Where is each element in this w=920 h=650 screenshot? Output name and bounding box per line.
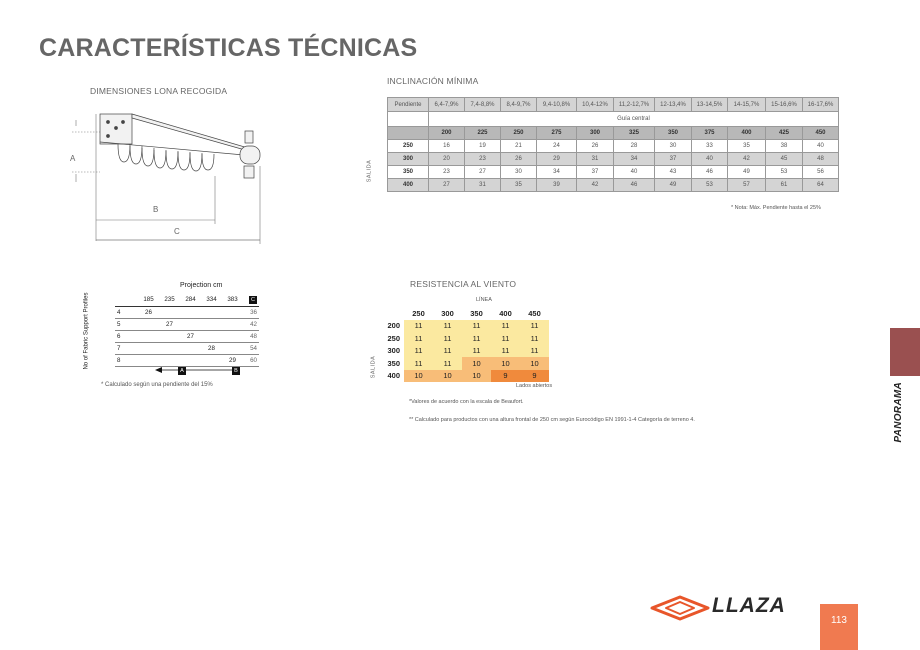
wind-salida-label: SALIDA xyxy=(370,355,377,379)
cell: 11 xyxy=(433,357,462,370)
cell: 46 xyxy=(692,166,728,179)
cell: 10 xyxy=(404,370,433,383)
cell: 10 xyxy=(520,357,549,370)
row-header: 350 xyxy=(388,166,429,179)
row-header: 350 xyxy=(387,358,400,368)
cell: 40 xyxy=(692,153,728,166)
salida-cell: 450 xyxy=(803,127,839,140)
projection-col: 334 xyxy=(201,294,222,306)
dim-label-a: A xyxy=(70,154,76,163)
wind-col: 250 xyxy=(412,308,425,318)
projection-table xyxy=(115,294,259,367)
cell: 11 xyxy=(462,345,491,358)
cell: 11 xyxy=(404,332,433,345)
row-header: 250 xyxy=(387,333,400,343)
cell: 36 xyxy=(243,306,259,318)
cell: 48 xyxy=(243,330,259,342)
page-number: 113 xyxy=(820,604,858,650)
cell: 11 xyxy=(491,345,520,358)
cell: 31 xyxy=(465,179,501,192)
cell: 30 xyxy=(501,166,537,179)
profile-count: 8 xyxy=(115,354,138,366)
cell: 9 xyxy=(520,370,549,383)
salida-cell: 400 xyxy=(728,127,766,140)
salida-cell: 375 xyxy=(692,127,728,140)
cell: 43 xyxy=(655,166,692,179)
cell: 19 xyxy=(465,140,501,153)
section-tab-label: PANORAMA xyxy=(893,382,904,443)
table-row xyxy=(115,330,259,342)
cell: 53 xyxy=(766,166,803,179)
dimensions-heading: DIMENSIONES LONA RECOGIDA xyxy=(90,86,228,96)
llaza-logo-icon xyxy=(650,591,710,625)
cell: 26 xyxy=(501,153,537,166)
wind-col: 450 xyxy=(528,308,541,318)
cell: 11 xyxy=(404,357,433,370)
cell: 23 xyxy=(429,166,465,179)
cell: 48 xyxy=(803,153,839,166)
profile-count: 7 xyxy=(115,342,138,354)
pendiente-cell: 10,4-12% xyxy=(577,98,614,112)
pendiente-cell: 7,4-8,8% xyxy=(465,98,501,112)
cell: 29 xyxy=(222,354,243,366)
cell: 21 xyxy=(501,140,537,153)
cell: 53 xyxy=(692,179,728,192)
salida-cell: 275 xyxy=(537,127,577,140)
cell: 27 xyxy=(465,166,501,179)
table-row xyxy=(384,345,549,358)
projection-footnote: * Calculado según una pendiente del 15% xyxy=(101,382,213,388)
dim-label-c: C xyxy=(174,227,180,236)
cell: 27 xyxy=(429,179,465,192)
cell: 35 xyxy=(728,140,766,153)
table-row xyxy=(115,354,259,366)
table-row xyxy=(388,166,839,179)
wind-heading: RESISTENCIA AL VIENTO xyxy=(410,279,517,289)
pendiente-cell: 11,2-12,7% xyxy=(614,98,655,112)
cell: 11 xyxy=(462,320,491,333)
cell: 42 xyxy=(243,318,259,330)
cell: 49 xyxy=(655,179,692,192)
cell: 37 xyxy=(577,166,614,179)
cell: 27 xyxy=(159,318,180,330)
table-row xyxy=(384,357,549,370)
table-row xyxy=(388,179,839,192)
guide-label: Guía central xyxy=(429,112,839,127)
pendiente-cell: 9,4-10,8% xyxy=(537,98,577,112)
projection-heading: Projection cm xyxy=(180,282,223,289)
salida-cell: 300 xyxy=(577,127,614,140)
cell: 11 xyxy=(462,332,491,345)
profile-count: 5 xyxy=(115,318,138,330)
inclination-table xyxy=(387,97,839,192)
pendiente-cell: 12-13,4% xyxy=(655,98,692,112)
cell: 60 xyxy=(243,354,259,366)
table-row xyxy=(115,306,259,318)
section-tab xyxy=(890,328,920,376)
cell: 39 xyxy=(537,179,577,192)
badge-a: A xyxy=(178,367,186,375)
cell: 40 xyxy=(614,166,655,179)
cell: 42 xyxy=(728,153,766,166)
cell: 24 xyxy=(537,140,577,153)
projection-arrow xyxy=(155,366,235,374)
cell: 26 xyxy=(138,306,159,318)
cell: 11 xyxy=(520,332,549,345)
badge-c: C xyxy=(249,296,257,304)
projection-col: 383 xyxy=(222,294,243,306)
cell: 10 xyxy=(433,370,462,383)
wind-col: 300 xyxy=(441,308,454,318)
profile-count: 6 xyxy=(115,330,138,342)
cell: 45 xyxy=(766,153,803,166)
row-header: 400 xyxy=(388,179,429,192)
cell: 28 xyxy=(614,140,655,153)
cell: 57 xyxy=(728,179,766,192)
salida-cell: 425 xyxy=(766,127,803,140)
wind-col: 400 xyxy=(499,308,512,318)
row-header: 250 xyxy=(388,140,429,153)
cell: 46 xyxy=(614,179,655,192)
cell: 10 xyxy=(462,370,491,383)
cell: 40 xyxy=(803,140,839,153)
salida-cell: 250 xyxy=(501,127,537,140)
cell: 11 xyxy=(491,332,520,345)
cell: 31 xyxy=(577,153,614,166)
table-row xyxy=(388,153,839,166)
salida-cell: 350 xyxy=(655,127,692,140)
row-header: 400 xyxy=(387,371,400,381)
table-row xyxy=(115,318,259,330)
cell: 54 xyxy=(243,342,259,354)
cell: 30 xyxy=(655,140,692,153)
cell: 26 xyxy=(577,140,614,153)
cell: 10 xyxy=(491,357,520,370)
salida-cell: 325 xyxy=(614,127,655,140)
awning-diagram xyxy=(60,106,290,246)
pendiente-label: Pendiente xyxy=(388,98,429,112)
cell: 35 xyxy=(501,179,537,192)
cell: 11 xyxy=(404,320,433,333)
cell: 11 xyxy=(433,345,462,358)
cell: 11 xyxy=(404,345,433,358)
inclination-note: * Nota: Máx. Pendiente hasta el 25% xyxy=(731,205,821,211)
table-row xyxy=(384,320,549,333)
cell: 20 xyxy=(429,153,465,166)
cell: 33 xyxy=(692,140,728,153)
wind-col: 350 xyxy=(470,308,483,318)
cell: 64 xyxy=(803,179,839,192)
inclination-heading: INCLINACIÓN MÍNIMA xyxy=(387,76,479,86)
pendiente-cell: 13-14,5% xyxy=(692,98,728,112)
cell: 10 xyxy=(462,357,491,370)
pendiente-cell: 6,4-7,9% xyxy=(429,98,465,112)
row-header: 300 xyxy=(388,153,429,166)
page-title: CARACTERÍSTICAS TÉCNICAS xyxy=(39,34,418,62)
cell: 42 xyxy=(577,179,614,192)
cell: 56 xyxy=(803,166,839,179)
open-sides-label: Lados abiertos xyxy=(516,383,553,389)
linea-label: LÍNEA xyxy=(476,297,492,303)
projection-col: 185 xyxy=(138,294,159,306)
pendiente-cell: 8,4-9,7% xyxy=(501,98,537,112)
cell: 23 xyxy=(465,153,501,166)
cell: 9 xyxy=(491,370,520,383)
cell: 38 xyxy=(766,140,803,153)
cell: 49 xyxy=(728,166,766,179)
wind-table xyxy=(384,307,549,382)
projection-col: 235 xyxy=(159,294,180,306)
cell: 16 xyxy=(429,140,465,153)
cell: 37 xyxy=(655,153,692,166)
pendiente-cell: 14-15,7% xyxy=(728,98,766,112)
pendiente-cell: 15-16,6% xyxy=(766,98,803,112)
cell: 27 xyxy=(180,330,201,342)
table-row xyxy=(384,370,549,383)
brand-logo-text: LLAZA xyxy=(712,594,786,617)
cell: 29 xyxy=(537,153,577,166)
dim-label-b: B xyxy=(153,205,159,214)
projection-col: 284 xyxy=(180,294,201,306)
wind-note-1: *Valores de acuerdo con la escala de Beaufort. xyxy=(409,399,524,405)
cell: 34 xyxy=(537,166,577,179)
badge-b: B xyxy=(232,367,240,375)
salida-cell: 225 xyxy=(465,127,501,140)
salida-side-label: SALIDA xyxy=(366,159,373,183)
cell: 28 xyxy=(201,342,222,354)
cell: 11 xyxy=(520,345,549,358)
row-header: 200 xyxy=(387,321,400,331)
cell: 11 xyxy=(520,320,549,333)
cell: 11 xyxy=(433,332,462,345)
salida-cell: 200 xyxy=(429,127,465,140)
wind-note-2: ** Calculado para productos con una altura frontal de 250 cm según Eurocódigo EN 1991-1-4 Categoría de terreno 4. xyxy=(409,417,695,423)
row-header: 300 xyxy=(387,346,400,356)
cell: 11 xyxy=(433,320,462,333)
table-row xyxy=(388,140,839,153)
cell: 61 xyxy=(766,179,803,192)
cell: 11 xyxy=(491,320,520,333)
table-row xyxy=(384,332,549,345)
profiles-axis-label: No of Fabric Support Profiles xyxy=(83,292,90,370)
pendiente-cell: 16-17,6% xyxy=(803,98,839,112)
cell: 34 xyxy=(614,153,655,166)
table-row xyxy=(115,342,259,354)
profile-count: 4 xyxy=(115,306,138,318)
